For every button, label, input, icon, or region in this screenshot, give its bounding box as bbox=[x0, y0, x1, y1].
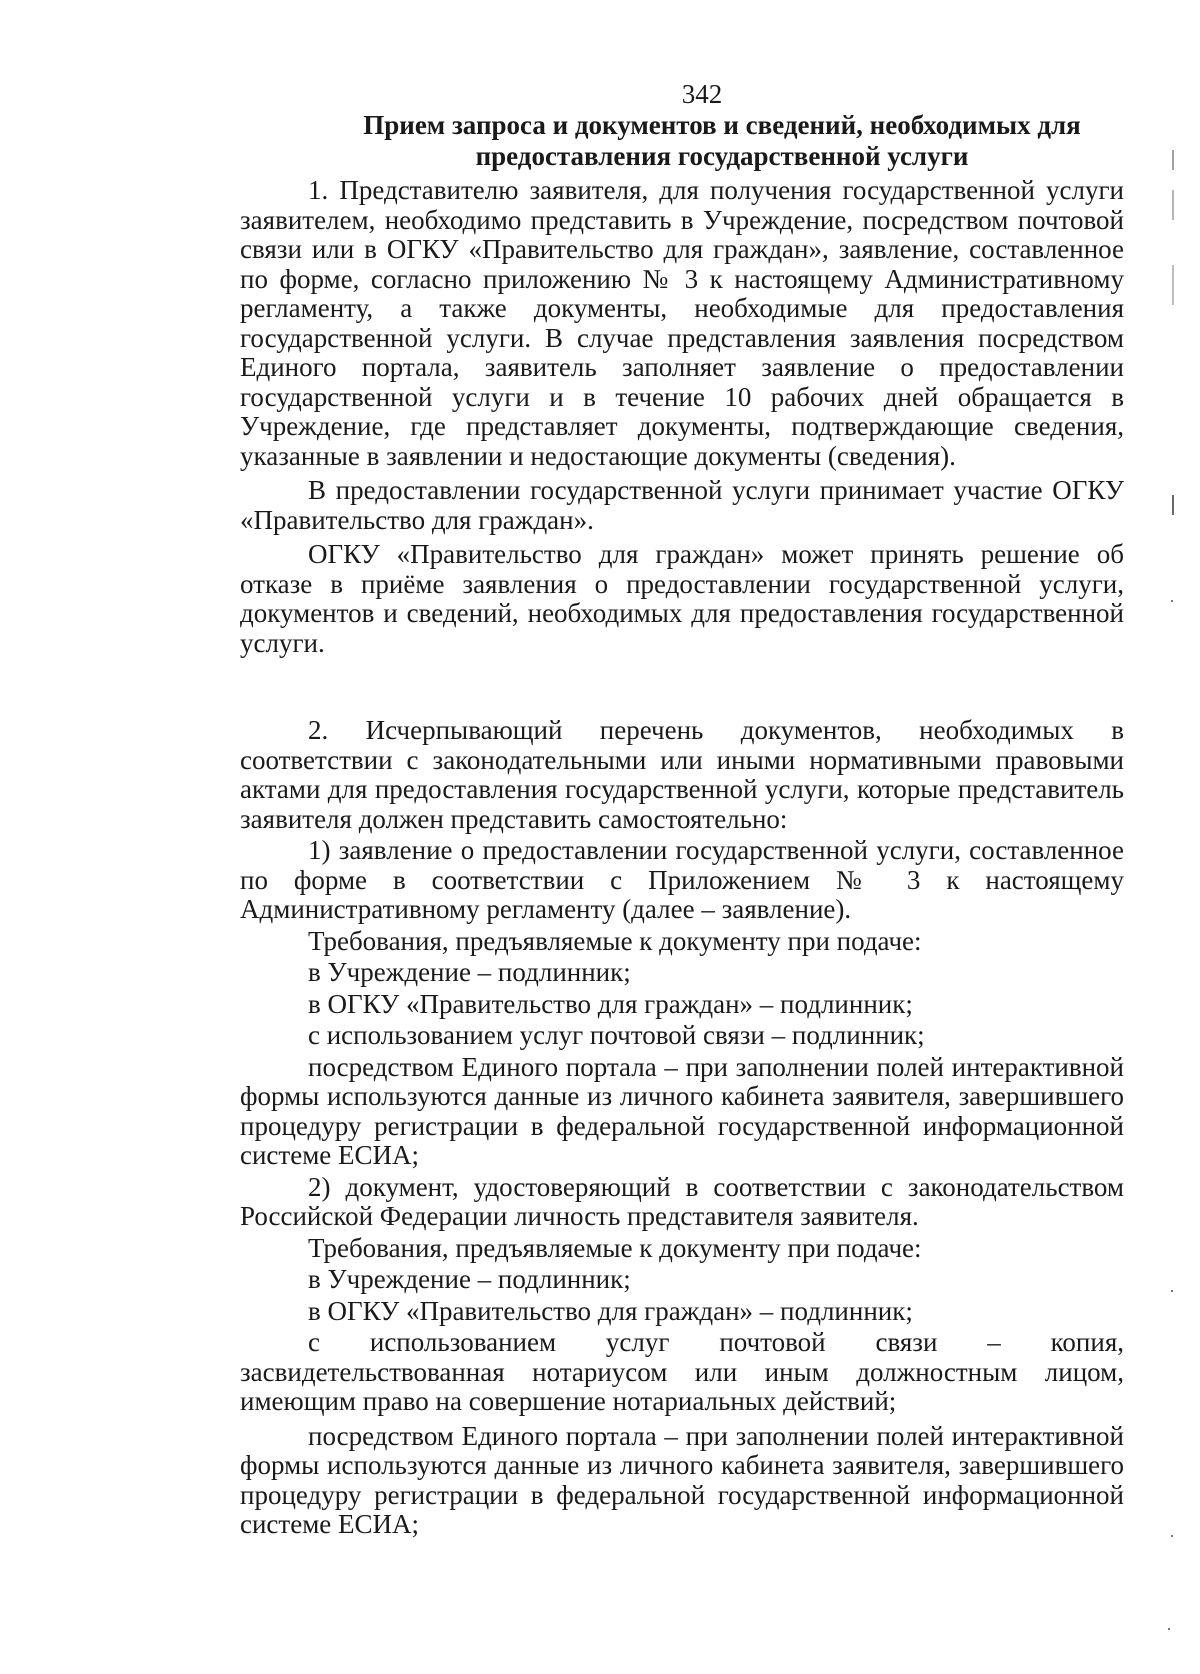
paragraph: 2. Исчерпывающий перечень документов, необходимых в соответствии с законодательными или иными нормативными правовыми актами для предоставления государственной услуги, которые представитель заявителя должен представить самостоятельно: bbox=[240, 715, 1124, 834]
list-item: в ОГКУ «Правительство для граждан» – подлинник; bbox=[308, 1295, 913, 1326]
paragraph: ОГКУ «Правительство для граждан» может принять решение об отказе в приёме заявления о предоставлении государственной услуги, документов и сведений, необходимых для предоставления государственной услуги. bbox=[240, 539, 1124, 658]
list-item: 2) документ, удостоверяющий в соответствии с законодательством Российской Федерации личность представителя заявителя. bbox=[240, 1171, 1124, 1231]
scan-dust bbox=[1168, 1628, 1170, 1630]
scan-edge-mark bbox=[1172, 150, 1174, 170]
document-page bbox=[240, 78, 1124, 1540]
list-item: в ОГКУ «Правительство для граждан» – подлинник; bbox=[308, 988, 913, 1019]
section-heading bbox=[240, 110, 1124, 172]
paragraph: В предоставлении государственной услуги принимает участие ОГКУ «Правительство для граждан». bbox=[240, 475, 1124, 535]
scan-edge-mark bbox=[1172, 265, 1174, 305]
scan-dust bbox=[1171, 1535, 1173, 1537]
section-heading-line-2: предоставления государственной услуги bbox=[475, 141, 969, 171]
list-item: с использованием услуг почтовой связи – подлинник; bbox=[308, 1020, 925, 1050]
list-item: с использованием услуг почтовой связи – копия, засвидетельствованная нотариусом или иным должностным лицом, имеющим право на совершение нотариальных действий; bbox=[240, 1327, 1124, 1416]
paragraph: 1. Представителю заявителя, для получения государственной услуги заявителем, необходимо представить в Учреждение, посредством почтовой связи или в ОГКУ «Правительство для граждан», заявление, составленное по форме, согласно приложению № 3 к настоящему Административному регламенту, а также документы, необходимые для предоставления государственной услуги. В случае представления заявления посредством Единого портала, заявитель заполняет заявление о предоставлении государственной услуги и в течение 10 рабочих дней обращается в Учреждение, где представляет документы, подтверждающие сведения, указанные в заявлении и недостающие документы (сведения). bbox=[240, 175, 1124, 471]
list-item: в Учреждение – подлинник; bbox=[308, 957, 631, 987]
section-heading-line-1: Прием запроса и документов и сведений, необходимых для bbox=[363, 110, 1081, 140]
scan-dust bbox=[1171, 1290, 1173, 1292]
scan-edge-mark bbox=[1172, 190, 1174, 220]
list-item: посредством Единого портала – при заполнении полей интерактивной формы используются данные из личного кабинета заявителя, завершившего процедуру регистрации в федеральной государственной информационной системе ЕСИА; bbox=[240, 1051, 1124, 1170]
requirements-heading: Требования, предъявляемые к документу при подаче: bbox=[308, 1232, 922, 1263]
list-item: посредством Единого портала – при заполнении полей интерактивной формы используются данные из личного кабинета заявителя, завершившего процедуру регистрации в федеральной государственной информационной системе ЕСИА; bbox=[240, 1420, 1124, 1539]
scan-edge-mark bbox=[1172, 495, 1174, 515]
page-number: 342 bbox=[681, 79, 723, 109]
requirements-heading: Требования, предъявляемые к документу при подаче: bbox=[308, 925, 922, 956]
scan-dust bbox=[1171, 600, 1173, 602]
list-item: 1) заявление о предоставлении государственной услуги, составленное по форме в соответствии с Приложением № 3 к настоящему Административному регламенту (далее – заявление). bbox=[240, 835, 1124, 924]
list-item: в Учреждение – подлинник; bbox=[308, 1264, 631, 1294]
